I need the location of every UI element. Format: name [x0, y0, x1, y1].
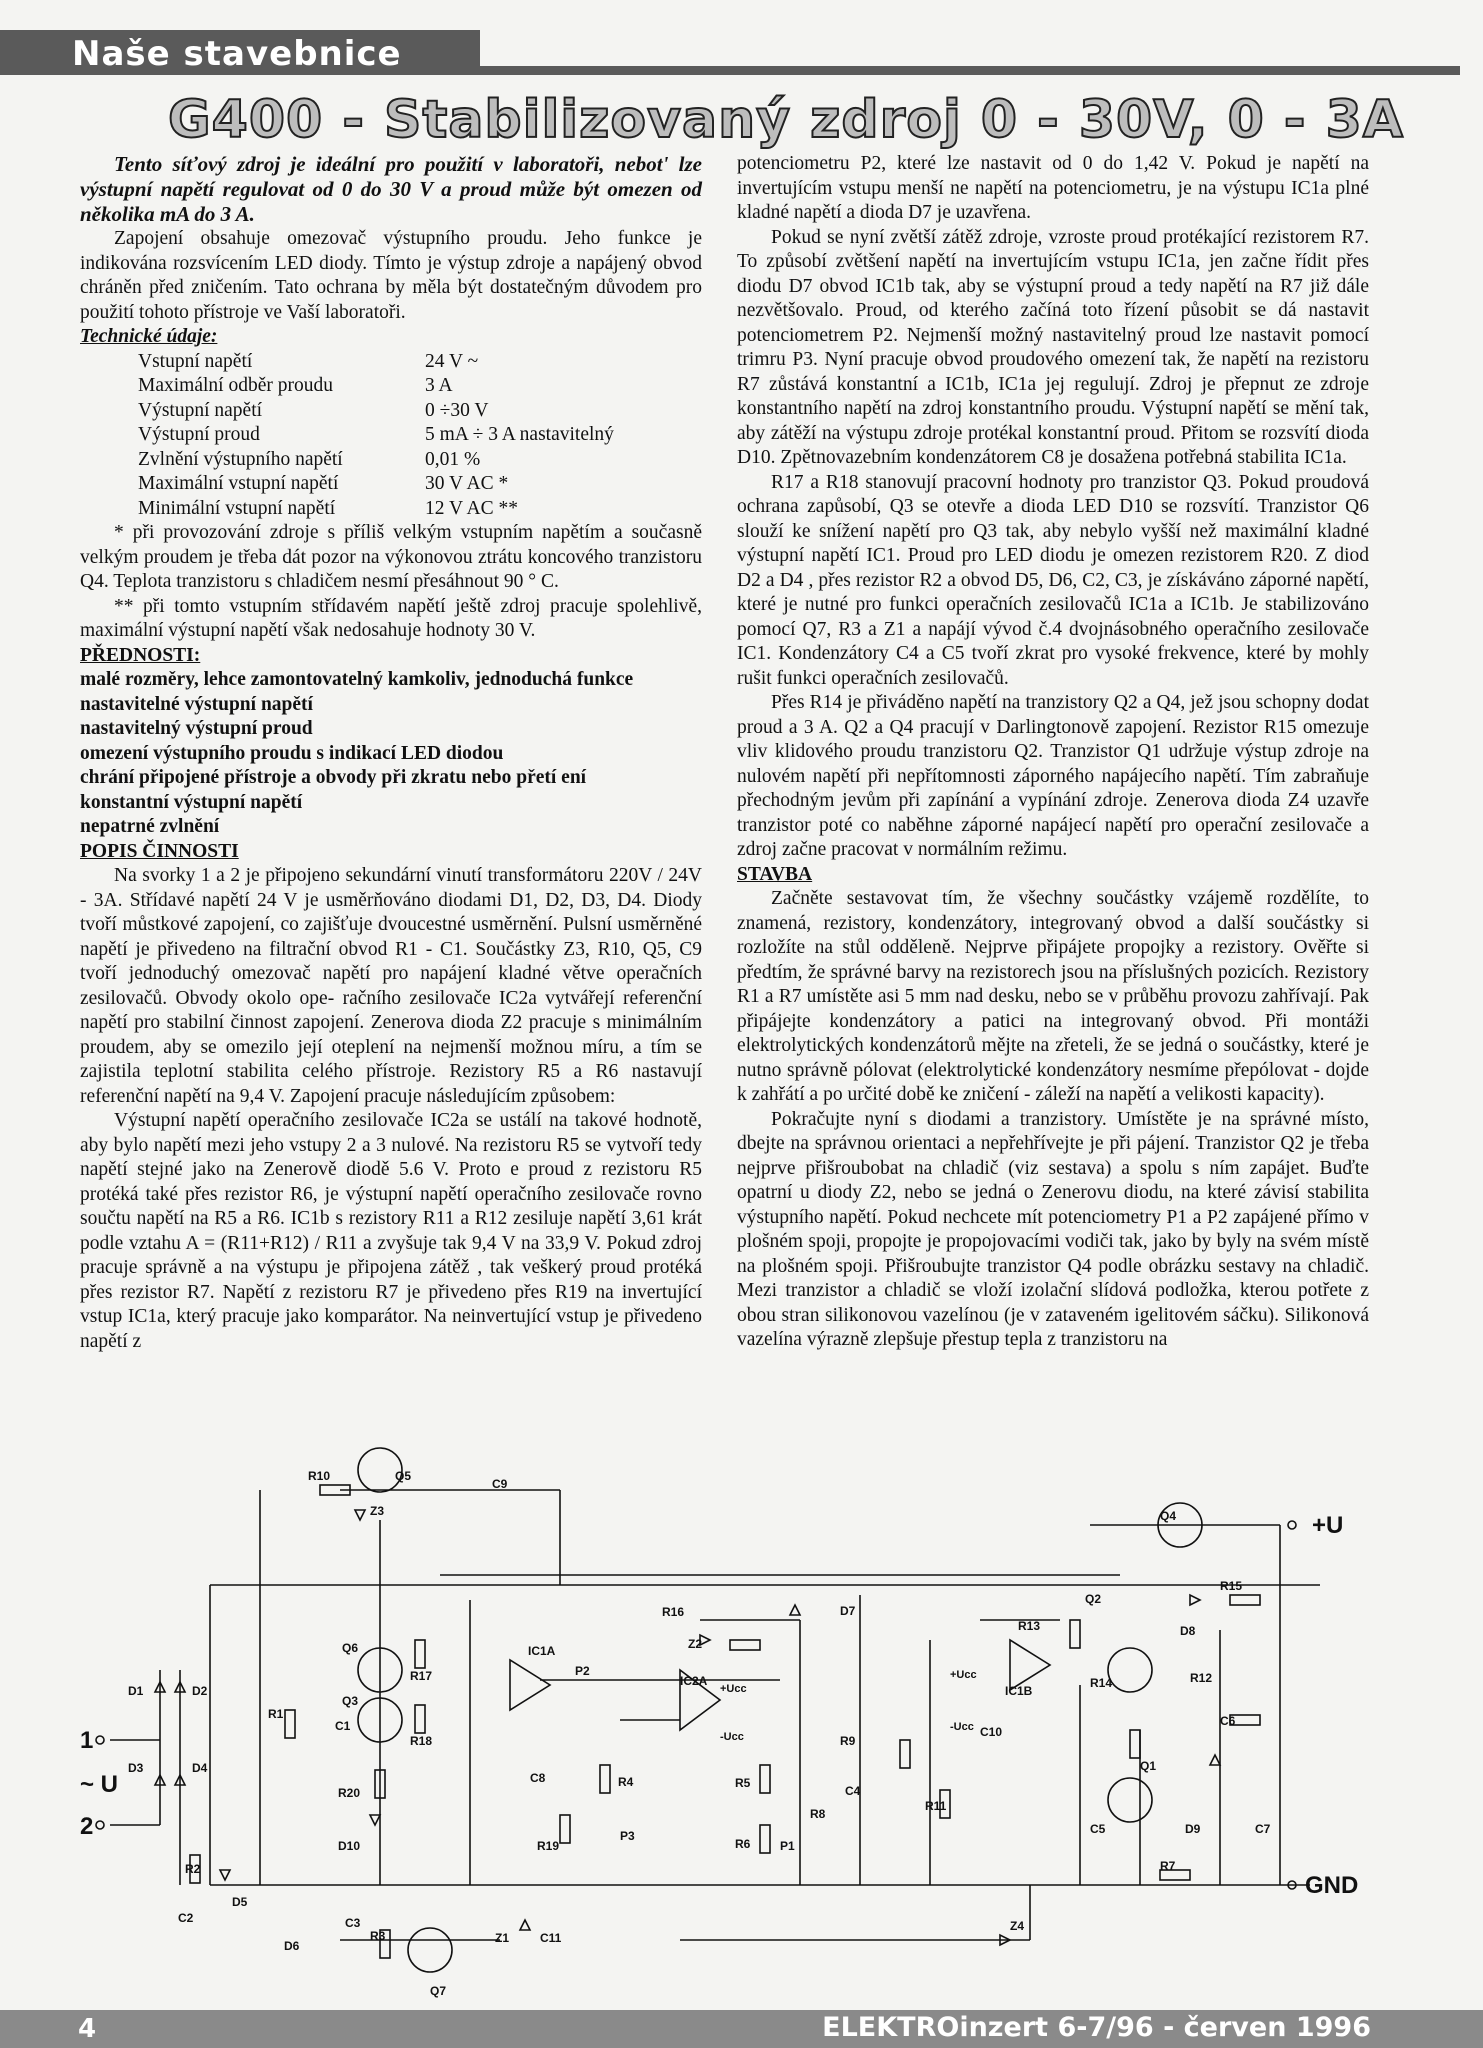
label-Q3: Q3	[342, 1694, 359, 1708]
operation-heading: POPIS ČINNOSTI	[80, 840, 239, 862]
label-R8: R8	[810, 1807, 826, 1821]
label-IC2A: IC2A	[680, 1674, 708, 1688]
right-paragraph-1: potenciometru P2, které lze nastavit od 0 do 1,42 V. Pokud je napětí na invertujícím vstupu menší ne napětí na potenciometru, je na výstupu IC1a plné kladné napětí a dioda D7 je uzavřena.	[737, 153, 1369, 223]
label-R2: R2	[185, 1862, 201, 1876]
advantage-item: chrání připojené přístroje a obvody při zkratu nebo přetí ení	[80, 767, 587, 788]
label-C9: C9	[492, 1477, 508, 1491]
terminal-2-label: 2	[80, 1813, 94, 1840]
page-number: 4	[78, 2014, 97, 2044]
label-D6: D6	[284, 1939, 300, 1953]
advantage-item: konstantní výstupní napětí	[80, 791, 303, 813]
label-D7: D7	[840, 1604, 856, 1618]
label-R6: R6	[735, 1837, 751, 1851]
lead-paragraph: Tento síťový zdroj je ideální pro použití v laboratoři, nebot' lze výstupní napětí regulovat od 0 do 30 V a proud může být omezen od několika mA do 3 A.	[80, 152, 702, 226]
label-R15: R15	[1220, 1579, 1243, 1593]
label-R4: R4	[618, 1775, 634, 1789]
label-IC1A: IC1A	[528, 1644, 556, 1658]
label-D3: D3	[128, 1761, 144, 1775]
build-heading: STAVBA	[737, 863, 813, 885]
label-D4: D4	[192, 1761, 208, 1775]
label-D1: D1	[128, 1684, 144, 1698]
label-Q7: Q7	[430, 1984, 447, 1998]
label-R12: R12	[1190, 1671, 1213, 1685]
right-paragraph-6: Pokračujte nyní s diodami a tranzistory. Umístěte je na správné místo, dbejte na správnou orientaci a nepřehřívejte je při pájení. Tranzistor Q2 je třeba nejprve přišroubobat na chladič (viz sestava) a spolu s ním zapájet. Buďte opatrní u diody Z2, nebo se jedná o Zenerovu diodu, na které závisí stabilita výstupního napětí. Pokud nechcete mít potenciometry P1 a P2 zapájené přímo v plošném spoji, propojte je propojovacími vodiči tak, jako by byly na svém místě na plošném spoji. Přišroubujte tranzistor Q4 podle obrázku sestavy na chladič. Mezi tranzistor a chladič se vloží izolační slídová podložka, kterou potřete z obou stran silikonovou vazelínou (je v zataveném igelitovém sáčku). Silikonová vazelína výrazně zlepšuje přestup tepla z tranzistoru na	[737, 1108, 1369, 1350]
article-title: G400 - Stabilizovaný zdroj 0 - 30V, 0 - 3A	[168, 90, 1405, 150]
label-Q2: Q2	[1085, 1592, 1102, 1606]
label-Z4: Z4	[1010, 1919, 1025, 1933]
label-IC1B: IC1B	[1005, 1684, 1033, 1698]
label-R18: R18	[410, 1734, 433, 1748]
advantages-heading: PŘEDNOSTI:	[80, 644, 201, 666]
spec-row: Vstupní napětí 24 V ~	[138, 350, 479, 372]
advantages-list	[80, 668, 702, 840]
circuit-schematic	[80, 1430, 1410, 2000]
schematic-terminals	[80, 1512, 1358, 1899]
advantage-item: nastavitelné výstupní napětí	[80, 693, 313, 715]
label-D2: D2	[192, 1684, 208, 1698]
gnd-terminal-label: GND	[1305, 1872, 1359, 1899]
label-P3: P3	[620, 1829, 635, 1843]
advantage-item: nepatrné zvlnění	[80, 816, 220, 837]
section-banner	[0, 30, 480, 75]
section-label: Naše stavebnice	[72, 34, 402, 74]
label-R5: R5	[735, 1776, 751, 1790]
spec-row: Zvlnění výstupního napětí 0,01 %	[138, 448, 481, 470]
label-Z1: Z1	[495, 1931, 510, 1945]
label-R13: R13	[1018, 1619, 1041, 1633]
label-P2: P2	[575, 1664, 590, 1678]
label-plus-ucc-ic1b: +Ucc	[950, 1669, 977, 1681]
label-C7: C7	[1255, 1822, 1271, 1836]
label-R9: R9	[840, 1734, 856, 1748]
right-paragraph-4: Přes R14 je přiváděno napětí na tranzistory Q2 a Q4, jež jsou schopny dodat proud a 3 A. Q2 a Q4 pracují v Darlingtonově zapojení. Rezistor R15 omezuje vliv klidového proudu tranzistoru Q2. Tranzistor Q1 udržuje výstup zdroje na nulovém napětí při nepřítomnosti záporného napájecího napětí. Tím zabraňuje přechodným jevům při zapínání a vypínání zdroje. Zenerova dioda Z4 uzavře tranzistor poté co naběhne záporné napájecí napětí pro operační zesilovače a zdroj začne pracovat v normálním režimu.	[737, 692, 1369, 860]
label-C10: C10	[980, 1725, 1003, 1739]
label-R1: R1	[268, 1707, 284, 1721]
ac-voltage-label: ~ U	[80, 1771, 119, 1798]
specs-heading: Technické údaje:	[80, 326, 218, 347]
label-C3: C3	[345, 1916, 361, 1930]
label-D9: D9	[1185, 1822, 1201, 1836]
label-P1: P1	[780, 1839, 795, 1853]
label-C11: C11	[540, 1931, 562, 1945]
label-R20: R20	[338, 1786, 361, 1800]
advantage-item: nastavitelný výstupní proud	[80, 718, 313, 739]
right-paragraph-5: Začněte sestavovat tím, že všechny součástky vzájemě rozdělíte, to znamená, rezistory, kondenzátory, integrovaný obvod a další součástky si rozložíte na stůl odděleně. Nejprve připájete propojky a rezistory. Ověřte si předtím, že správné barvy na rezistorech jsou na příslušných pozicích. Rezistory R1 a R7 umístěte asi 5 mm nad desku, nebo se v průběhu provozu zahřívají. Pak připájejte kondenzátory a patici na integrovaný obvod. Při montáži elektrolytických kondenzátorů mějte na zřeteli, že se jedná o součástky, které je nutno správně pólovat (elektrolytické kondenzátory nesmíme přepólovat - dojde k zahřátí a po určité době ke zničení - záleží na napětí a velikosti kapacity).	[737, 888, 1369, 1105]
label-R14: R14	[1090, 1676, 1113, 1690]
label-C1: C1	[335, 1719, 351, 1733]
header-bar	[0, 30, 1483, 75]
label-Q4: Q4	[1160, 1509, 1177, 1523]
spec-row: Maximální odběr proudu 3 A	[138, 375, 453, 396]
label-Q6: Q6	[342, 1641, 359, 1655]
label-Q5: Q5	[395, 1469, 412, 1483]
label-D10: D10	[338, 1839, 361, 1853]
advantage-item: malé rozměry, lehce zamontovatelný kamkoliv, jednoduchá funkce	[80, 669, 634, 690]
schematic-wires	[110, 1448, 1320, 1972]
advantage-item: omezení výstupního proudu s indikací LED diodou	[80, 742, 504, 764]
label-Z2: Z2	[688, 1637, 703, 1651]
right-paragraph-3: R17 a R18 stanovují pracovní hodnoty pro tranzistor Q3. Pokud proudová ochrana zapůsobí, Q3 se otevře a dioda LED D10 se rozsvítí. Tranzistor Q6 slouží ke snížení napětí pro Q3 tak, aby nebylo vyšší než maximální kladné výstupní napětí IC1. Proud pro LED diodu je omezen rezistorem R20. Z diod D2 a D4 , přes rezistor R2 a obvod D5, D6, C2, C3, je získáváno záporné napětí, které je nutné pro funkci operačních zesilovačů IC1a a IC1b. Je stabilizováno pomocí Q7, R3 a Z1 a napájí vývod č.4 dvojnásobného operačního zesilovače IC1. Kondenzátory C4 a C5 tvoří zkrat pro vysoké frekvence, které by mohly rušit funkci operačních zesilovačů.	[737, 471, 1369, 689]
label-plus-ucc-ic2a: +Ucc	[720, 1683, 747, 1695]
left-column	[80, 152, 702, 1354]
label-Z3: Z3	[370, 1504, 385, 1518]
label-minus-ucc-ic2a: -Ucc	[720, 1731, 744, 1743]
specs-list	[80, 350, 702, 522]
magazine-issue: ELEKTROinzert 6-7/96 - červen 1996	[822, 2012, 1371, 2043]
right-paragraph-2: Pokud se nyní zvětší zátěž zdroje, vzroste proud protékající rezistorem R7. To způsobí zvětšení napětí na invertujícím vstupu IC1a, jen začne řídit přes diodu D7 obvod IC1b tak, aby se výstupní proud a tedy napětí na R7 již dále nezvětšovalo. Proud, od kterého začíná toto řízení působit se dá nastavit potenciometrem P2. Nejmenší možný nastavitelný proud lze nastavit pomocí trimru P3. Nyní pracuje obvod proudového omezení tak, že napětí na rezistoru R7 zůstává konstantní a IC1b, IC1a jej regulují. Zdroj je přepnut ze zdroje konstantního napětí na zdroj konstantního proudu. Výstupní napětí se mění tak, aby zátěží na výstupu zdroje protékal konstantní proud. Přitom se rozsvítí dioda D10. Zpětnovazebním kondenzátorem C8 je dosažena potřebná stabilita IC1a.	[737, 226, 1369, 468]
label-R11: R11	[925, 1799, 947, 1813]
label-R10: R10	[308, 1469, 331, 1483]
label-minus-ucc-ic1b: -Ucc	[950, 1721, 974, 1733]
label-R16: R16	[662, 1605, 685, 1619]
spec-row: Výstupní proud 5 mA ÷ 3 A nastavitelný	[138, 424, 614, 445]
intro-paragraph: Zapojení obsahuje omezovač výstupního proudu. Jeho funkce je indikována rozsvícením LED diody. Tímto je výstup zdroje a napájený obvod chráněn před zničením. Tato ochrana by měla být dostatečným důvodem pro použití tohoto přístroje ve Vaší laboratoři.	[80, 228, 702, 323]
label-R3: R3	[370, 1929, 386, 1943]
spec-row: Maximální vstupní napětí 30 V AC *	[138, 473, 509, 494]
note-1: * při provozování zdroje s příliš velkým vstupním napětím a současně velkým proudem je třeba dát pozor na výkonovou ztrátu koncového tranzistoru Q4. Teplota tranzistoru s chladičem nesmí přesáhnout 90 ° C.	[80, 522, 702, 592]
operation-paragraph-1: Na svorky 1 a 2 je připojeno sekundární vinutí transformátoru 220V / 24V - 3A. Střídavé napětí 24 V je usměrňováno diodami D1, D2, D3, D4. Diody tvoří můstkové zapojení, co zajišťuje dvoucestné usměrnění. Pulsní usměrněné napětí je přivedeno na filtrační obvod R1 - C1. Součástky Z3, R10, Q5, C9 tvoří jednoduchý omezovač napětí pro napájení kladné větve operačních zesilovačů. Obvody okolo ope- račního zesilovače IC2a vytvářejí referenční napětí pro stabilní činnost zapojení. Zenerova dioda Z2 pracuje s minimálním proudem, aby se omezilo její oteplení na nejmenší možnou míru, a tím se zajistila teplotní stabilita celého přístroje. Rezistory R5 a R6 nastavují referenční napětí na 9,4 V. Zapojení pracuje následujícím způsobem:	[80, 865, 702, 1107]
label-C5: C5	[1090, 1822, 1106, 1836]
label-C8: C8	[530, 1771, 546, 1785]
schematic-labels	[128, 1469, 1271, 1998]
spec-row: Výstupní napětí 0 ÷30 V	[138, 399, 489, 421]
label-C4: C4	[845, 1784, 861, 1798]
label-C6: C6	[1220, 1714, 1236, 1728]
label-Q1: Q1	[1140, 1759, 1157, 1773]
plus-u-terminal-label: +U	[1312, 1512, 1344, 1539]
label-D5: D5	[232, 1895, 248, 1909]
label-R19: R19	[537, 1839, 560, 1853]
right-column	[737, 152, 1369, 1353]
label-R7: R7	[1160, 1859, 1176, 1873]
spec-row: Minimální vstupní napětí 12 V AC **	[138, 497, 519, 519]
operation-paragraph-2: Výstupní napětí operačního zesilovače IC2a se ustálí na takové hodnotě, aby bylo napětí mezi jeho vstupy 2 a 3 nulové. Na rezistoru R5 se vytvoří tedy napětí stejné jako na Zenerově diodě 5.6 V. Proto e proud z rezistoru R5 protéká také přes rezistor R6, je výstupní napětí operačního zesilovače rovno součtu napětí na R5 a R6. IC1b s rezistory R11 a R12 zesiluje napětí 3,61 krát podle vztahu A = (R11+R12) / R11 a zvyšuje tak 9,4 V na 33,9 V. Pokud zdroj pracuje správně a na výstupu je připojena zátěž , tak veškerý proud protéká přes rezistor R7. Napětí z rezistoru R7 je přivedeno přes R19 na invertující vstup IC1a, který pracuje jako komparátor. Na neinvertující vstup je přivedeno napětí z	[80, 1110, 702, 1352]
note-2: ** při tomto vstupním střídavém napětí ještě zdroj pracuje spolehlivě, maximální výstupní napětí však nedosahuje hodnoty 30 V.	[80, 595, 702, 641]
header-rule	[480, 66, 1460, 75]
terminal-1-label: 1	[80, 1727, 94, 1754]
label-C2: C2	[178, 1911, 194, 1925]
label-D8: D8	[1180, 1624, 1196, 1638]
label-R17: R17	[410, 1669, 433, 1683]
